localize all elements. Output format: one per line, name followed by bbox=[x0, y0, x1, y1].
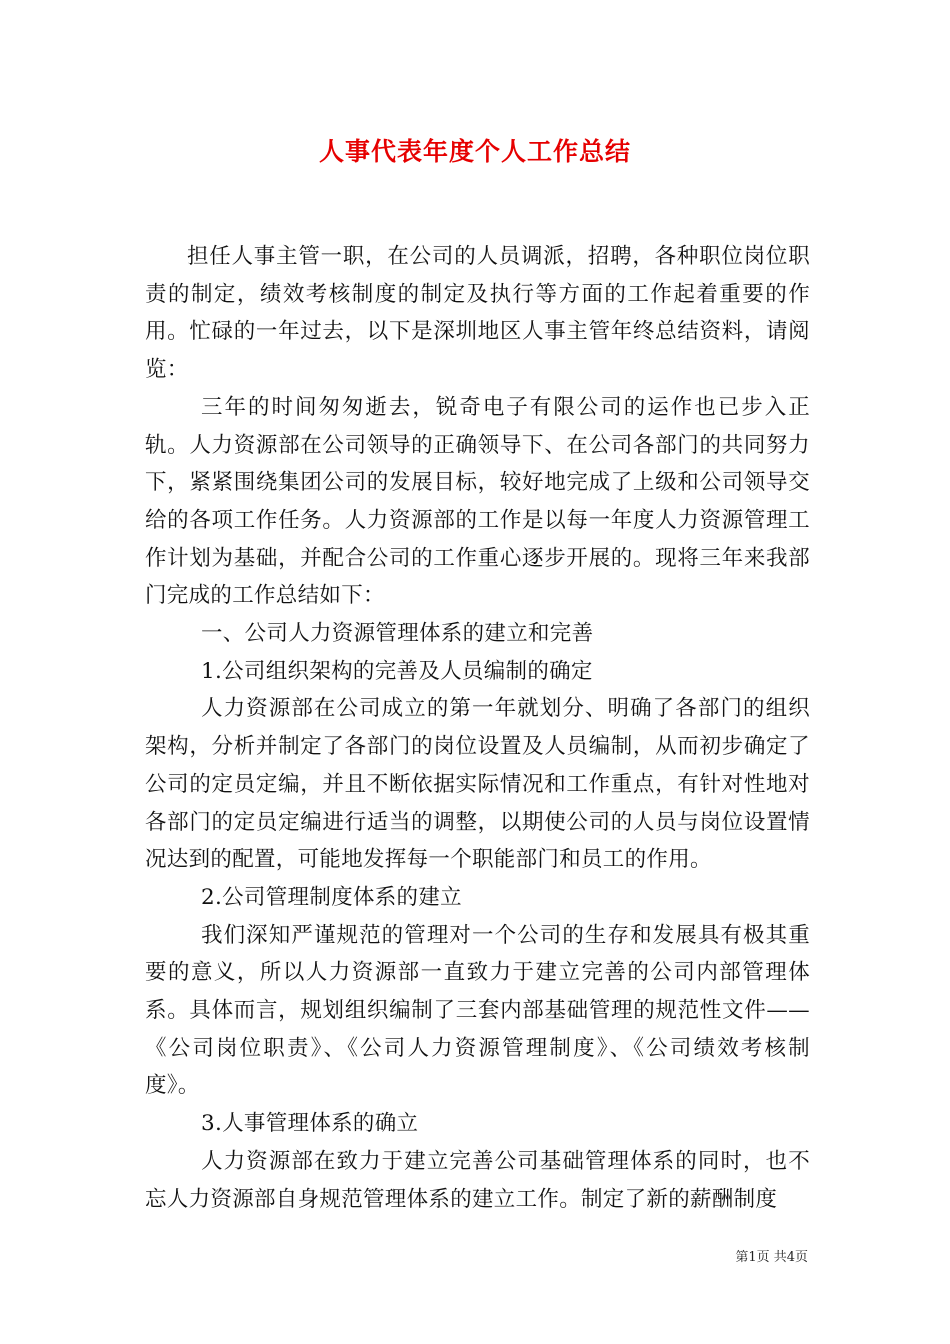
paragraph: 人力资源部在致力于建立完善公司基础管理体系的同时，也不忘人力资源部自身规范管理体系的建立工作。制定了新的薪酬制度 bbox=[145, 1148, 810, 1212]
section-heading: 一、公司人力资源管理体系的建立和完善 bbox=[201, 621, 594, 647]
paragraph: 人力资源部在公司成立的第一年就划分、明确了各部门的组织架构，分析并制定了各部门的岗位设置及人员编制，从而初步确定了公司的定员定编，并且不断依据实际情况和工作重点，有针对性地对各部门的定员定编进行适当的调整，以期使公司的人员与岗位设置情况达到的配置，可能地发挥每一个职能部门和员工的作用。 bbox=[145, 696, 810, 873]
paragraph-intro: 担任人事主管一职，在公司的人员调派，招聘，各种职位岗位职责的制定，绩效考核制度的制定及执行等方面的工作起着重要的作用。忙碌的一年过去，以下是深圳地区人事主管年终总结资料，请阅览： bbox=[145, 244, 810, 383]
subsection-heading: 2.公司管理制度体系的建立 bbox=[201, 884, 462, 910]
page-number: 第1页 共4页 bbox=[735, 1250, 808, 1265]
paragraph: 我们深知严谨规范的管理对一个公司的生存和发展具有极其重要的意义，所以人力资源部一直致力于建立完善的公司内部管理体系。具体而言，规划组织编制了三套内部基础管理的规范性文件——《公司岗位职责》、《公司人力资源管理制度》、《公司绩效考核制度》。 bbox=[145, 922, 810, 1099]
subsection-heading: 1.公司组织架构的完善及人员编制的确定 bbox=[201, 658, 593, 684]
document-body bbox=[145, 238, 810, 1218]
document-title: 人事代表年度个人工作总结 bbox=[318, 137, 631, 166]
subsection-heading: 3.人事管理体系的确立 bbox=[201, 1111, 419, 1137]
paragraph-overview: 三年的时间匆匆逝去，锐奇电子有限公司的运作也已步入正轨。人力资源部在公司领导的正确领导下、在公司各部门的共同努力下，紧紧围绕集团公司的发展目标，较好地完成了上级和公司领导交给的各项工作任务。人力资源部的工作是以每一年度人力资源管理工作计划为基础，并配合公司的工作重心逐步开展的。现将三年来我部门完成的工作总结如下： bbox=[145, 394, 810, 609]
